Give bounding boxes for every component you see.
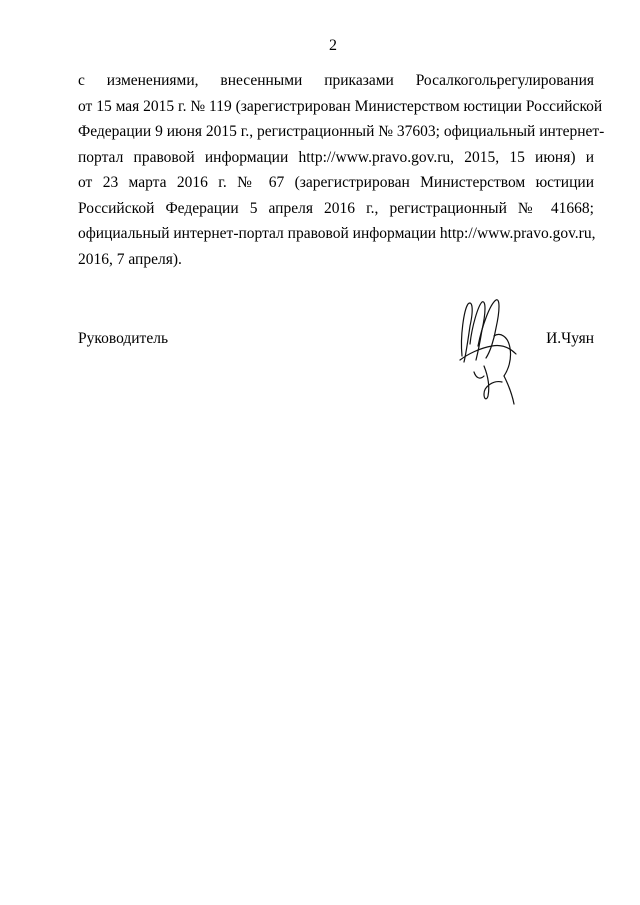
body-paragraph	[78, 68, 605, 272]
text-line: портал правовой информации http://www.pravo.gov.ru, 2015, 15 июня) и	[78, 148, 594, 166]
text-line: с изменениями, внесенными приказами Росалкогольрегулирования	[78, 72, 594, 89]
text-line: от 23 марта 2016 г. № 67 (зарегистрирован Министерством юстиции	[78, 174, 594, 191]
handwritten-signature-icon	[454, 296, 530, 406]
signatory-role: Руководитель	[78, 330, 169, 347]
text-line: Российской Федерации 5 апреля 2016 г., регистрационный № 41668;	[78, 199, 594, 217]
text-line: 2016, 7 апреля).	[78, 250, 182, 268]
signatory-name: И.Чуян	[546, 330, 594, 347]
text-line: Федерации 9 июня 2015 г., регистрационный № 37603; официальный интернет-	[78, 123, 605, 140]
page-number: 2	[329, 37, 337, 54]
text-line: официальный интернет-портал правовой информации http://www.pravo.gov.ru,	[78, 225, 596, 242]
text-line: от 15 мая 2015 г. № 119 (зарегистрирован Министерством юстиции Российской	[78, 97, 603, 115]
